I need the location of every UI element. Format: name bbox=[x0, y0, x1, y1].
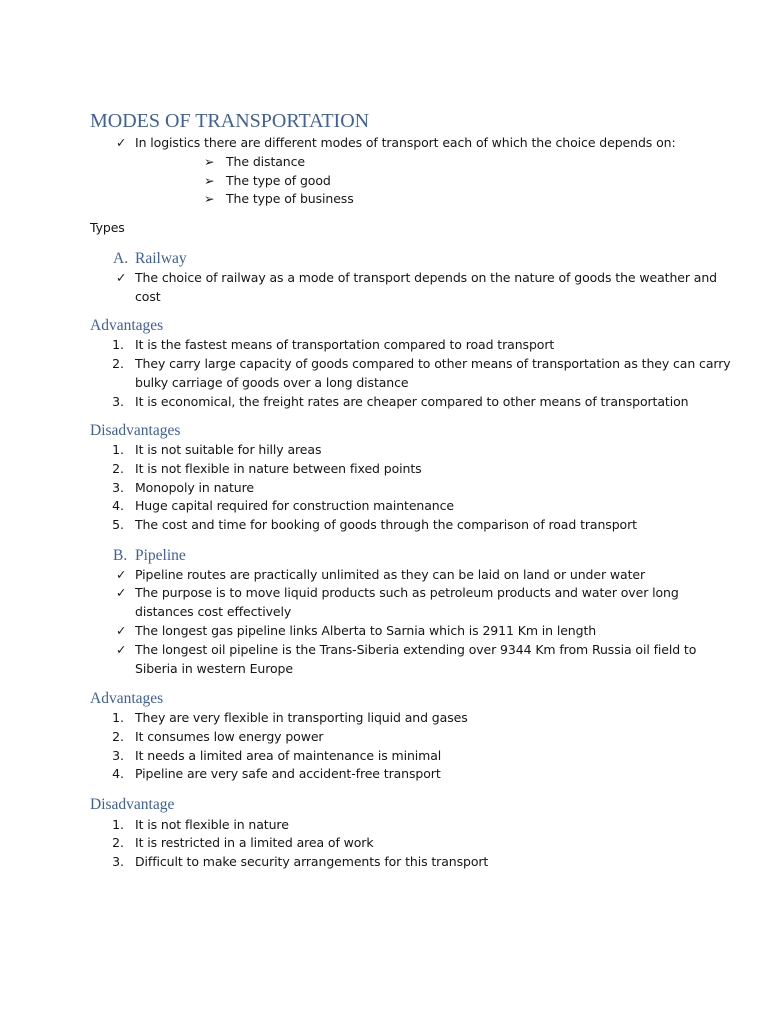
section-letter: A. bbox=[113, 250, 129, 267]
check-icon: ✓ bbox=[116, 270, 127, 285]
list-item: They are very flexible in transporting liquid and gases bbox=[135, 710, 468, 725]
list-item: The cost and time for booking of goods through the comparison of road transport bbox=[135, 517, 637, 532]
types-label: Types bbox=[90, 220, 125, 235]
list-number: 2. bbox=[112, 729, 124, 744]
section-heading-railway: Railway bbox=[135, 250, 187, 267]
check-icon: ✓ bbox=[116, 642, 127, 657]
list-number: 1. bbox=[112, 442, 124, 457]
check-icon: ✓ bbox=[116, 623, 127, 638]
list-item: It is restricted in a limited area of work bbox=[135, 835, 374, 850]
factor-item: The type of good bbox=[226, 173, 331, 188]
advantages-heading: Advantages bbox=[90, 690, 164, 707]
pipeline-bullet: The purpose is to move liquid products such as petroleum products and water over long bbox=[135, 585, 679, 600]
intro-text: In logistics there are different modes of transport each of which the choice depends on: bbox=[135, 135, 676, 150]
list-item: Monopoly in nature bbox=[135, 480, 254, 495]
list-item: It is not flexible in nature bbox=[135, 817, 289, 832]
list-number: 3. bbox=[112, 394, 124, 409]
list-number: 1. bbox=[112, 337, 124, 352]
railway-bullet: The choice of railway as a mode of transport depends on the nature of goods the weather and bbox=[135, 270, 717, 285]
list-item: They carry large capacity of goods compared to other means of transportation as they can carry bbox=[135, 356, 731, 371]
list-number: 4. bbox=[112, 498, 124, 513]
disadvantages-heading: Disadvantage bbox=[90, 796, 175, 813]
list-number: 3. bbox=[112, 854, 124, 869]
list-number: 3. bbox=[112, 748, 124, 763]
list-number: 2. bbox=[112, 356, 124, 371]
factor-item: The type of business bbox=[226, 191, 354, 206]
list-item: It is not suitable for hilly areas bbox=[135, 442, 322, 457]
list-item: It needs a limited area of maintenance is minimal bbox=[135, 748, 442, 763]
list-number: 4. bbox=[112, 766, 124, 781]
section-heading-pipeline: Pipeline bbox=[135, 547, 186, 564]
advantages-heading: Advantages bbox=[90, 317, 164, 334]
check-icon: ✓ bbox=[116, 135, 127, 150]
factor-item: The distance bbox=[226, 154, 305, 169]
list-item-continued: bulky carriage of goods over a long distance bbox=[135, 375, 409, 390]
list-item: Huge capital required for construction maintenance bbox=[135, 498, 454, 513]
disadvantages-heading: Disadvantages bbox=[90, 422, 181, 439]
list-item: It is the fastest means of transportation compared to road transport bbox=[135, 337, 555, 352]
list-number: 3. bbox=[112, 480, 124, 495]
list-item: It is not flexible in nature between fixed points bbox=[135, 461, 422, 476]
check-icon: ✓ bbox=[116, 585, 127, 600]
page-title: MODES OF TRANSPORTATION bbox=[90, 110, 370, 132]
pipeline-bullet: Pipeline routes are practically unlimited as they can be laid on land or under water bbox=[135, 567, 645, 582]
pipeline-bullet: The longest oil pipeline is the Trans-Siberia extending over 9344 Km from Russia oil field to bbox=[135, 642, 697, 657]
list-number: 2. bbox=[112, 835, 124, 850]
arrow-bullet-icon: ➢ bbox=[204, 173, 215, 188]
check-icon: ✓ bbox=[116, 567, 127, 582]
list-number: 1. bbox=[112, 817, 124, 832]
pipeline-bullet-continued: Siberia in western Europe bbox=[135, 661, 293, 676]
list-item: It consumes low energy power bbox=[135, 729, 324, 744]
arrow-bullet-icon: ➢ bbox=[204, 154, 215, 169]
list-number: 5. bbox=[112, 517, 124, 532]
pipeline-bullet: The longest gas pipeline links Alberta to Sarnia which is 2911 Km in length bbox=[135, 623, 597, 638]
list-item: Difficult to make security arrangements for this transport bbox=[135, 854, 489, 869]
list-item: Pipeline are very safe and accident-free transport bbox=[135, 766, 441, 781]
railway-bullet-continued: cost bbox=[135, 289, 161, 304]
list-number: 1. bbox=[112, 710, 124, 725]
section-letter: B. bbox=[113, 547, 128, 564]
arrow-bullet-icon: ➢ bbox=[204, 191, 215, 206]
list-item: It is economical, the freight rates are cheaper compared to other means of transportation bbox=[135, 394, 689, 409]
pipeline-bullet-continued: distances cost effectively bbox=[135, 604, 292, 619]
list-number: 2. bbox=[112, 461, 124, 476]
